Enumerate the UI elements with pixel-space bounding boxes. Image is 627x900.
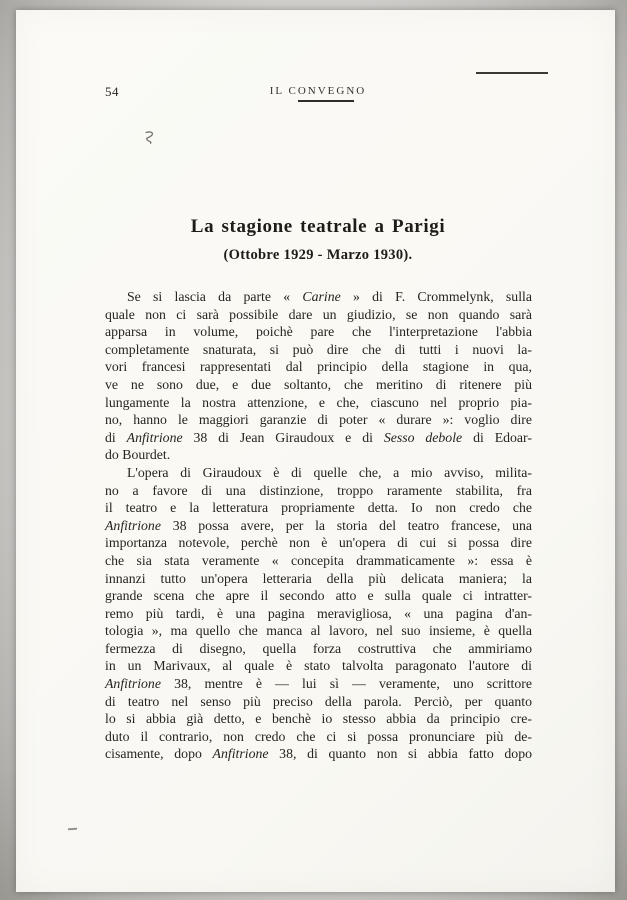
text-segment: L'opera di Giraudoux è di quelle che, a mio avviso, milita-: [127, 464, 532, 480]
text-line: [105, 288, 532, 306]
text-line: [105, 605, 532, 623]
text-segment: tologia », ma quello che manca al lavoro, nel suo insieme, è quella: [105, 623, 532, 639]
text-segment: duto il contrario, non credo che ci si possa pronunciare più de-: [105, 728, 532, 744]
text-line: [105, 728, 532, 746]
text-line: [105, 622, 532, 640]
page-header: [105, 84, 531, 100]
text-segment: grande scena che apre il secondo atto e sulla quale ci intratter-: [105, 588, 532, 604]
bottom-margin-mark: [68, 828, 77, 831]
text-segment: 38 di Jean Giraudoux e di: [182, 429, 384, 445]
text-line: [105, 534, 532, 552]
text-segment: completamente snaturata, si può dire che di tutti i nuovi la-: [105, 341, 532, 357]
text-segment: Se si lascia da parte «: [127, 289, 303, 304]
text-line: [105, 429, 532, 447]
text-line: [105, 657, 532, 675]
text-segment: apparsa in volume, poichè pare che l'interpretazione l'abbia: [105, 324, 532, 340]
text-line: [105, 710, 532, 728]
text-line: [105, 341, 532, 359]
text-segment: che sia stata veramente « concepita drammaticamente »: essa è: [105, 552, 532, 568]
text-line: [105, 358, 532, 376]
text-segment: ve ne sono due, e due soltanto, che meritino di ritenere più: [105, 376, 532, 392]
journal-title: IL CONVEGNO: [269, 85, 367, 97]
article-body: [105, 288, 532, 763]
text-segment: no a favore di una distinzione, troppo raramente stabilita, fra: [105, 482, 532, 498]
text-segment: in un Marivaux, al quale è stato talvolta paragonato l'autore di: [105, 658, 532, 674]
article-header: [105, 216, 531, 264]
text-line: [105, 640, 532, 658]
text-segment: lo si abbia già detto, e benchè io stesso abbia da principio cre-: [105, 711, 532, 727]
text-segment: remo più tardi, è una pagina meravigliosa, « una pagina d'an-: [105, 605, 532, 621]
text-segment: lungamente la nostra attenzione, e che, ciascuno nel proprio pia-: [105, 394, 532, 410]
text-line: [105, 482, 532, 500]
text-line: [105, 464, 532, 482]
text-segment: di Edoar-: [462, 429, 532, 445]
text-segment: no, hanno le maggiori garanzie di poter « durare »: voglio dire: [105, 412, 532, 428]
text-segment: Anfitrione: [105, 676, 161, 692]
text-line: [105, 587, 532, 605]
text-segment: 38, mentre è — lui sì — veramente, uno scrittore: [160, 676, 532, 692]
text-segment: » di F. Crommelynk, sulla: [340, 289, 532, 304]
text-segment: Sesso debole: [383, 429, 463, 445]
text-line: [105, 552, 532, 570]
text-segment: innanzi tutto un'opera letteraria della più delicata maniera; la: [105, 570, 532, 586]
text-line: [105, 693, 532, 711]
text-line: [105, 306, 532, 324]
paragraph: [105, 464, 532, 763]
text-segment: quale non ci sarà possibile dare un giudizio, se non quando sarà: [105, 306, 532, 322]
page: [16, 10, 615, 892]
text-segment: fermezza di disegno, quella forza costruttiva che ammiriamo: [105, 640, 532, 656]
text-line: [105, 394, 532, 412]
text-segment: cisamente, dopo: [105, 746, 213, 762]
text-segment: Anfitrione: [212, 746, 269, 762]
handwritten-mark: [141, 129, 158, 152]
text-segment: Anfitrione: [105, 517, 161, 533]
text-line: [105, 411, 532, 429]
text-segment: do Bourdet.: [105, 447, 171, 463]
text-segment: il teatro e la letteratura propriamente detta. Io non credo che: [105, 500, 532, 516]
text-line: [105, 499, 532, 517]
top-right-rule: [476, 72, 548, 74]
text-segment: vori francesi rappresentati dal principio della stagione in qua,: [105, 359, 532, 375]
text-line: [105, 376, 532, 394]
text-segment: importanza notevole, perchè non è un'opera di cui si possa dire: [105, 535, 532, 551]
page-number: 54: [105, 84, 119, 99]
text-segment: di teatro nel senso più preciso della parola. Perciò, per quanto: [105, 693, 532, 709]
text-line: [105, 675, 532, 693]
paragraph: [105, 288, 532, 464]
text-line: [105, 446, 532, 464]
text-line: [105, 517, 532, 535]
text-segment: 38, di quanto non si abbia fatto dopo: [268, 746, 532, 762]
text-segment: Anfitrione: [126, 429, 183, 445]
squiggle-icon: [141, 129, 157, 147]
text-line: [105, 323, 532, 341]
journal-underline-rule: [298, 100, 354, 102]
text-line: [105, 745, 532, 763]
article-title: La stagione teatrale a Parigi: [190, 216, 446, 237]
text-line: [105, 570, 532, 588]
text-segment: 38 possa avere, per la storia del teatro francese, una: [160, 517, 532, 533]
article-subtitle: (Ottobre 1929 - Marzo 1930).: [223, 247, 413, 263]
text-segment: di: [105, 429, 127, 445]
text-segment: Carine: [302, 289, 341, 304]
